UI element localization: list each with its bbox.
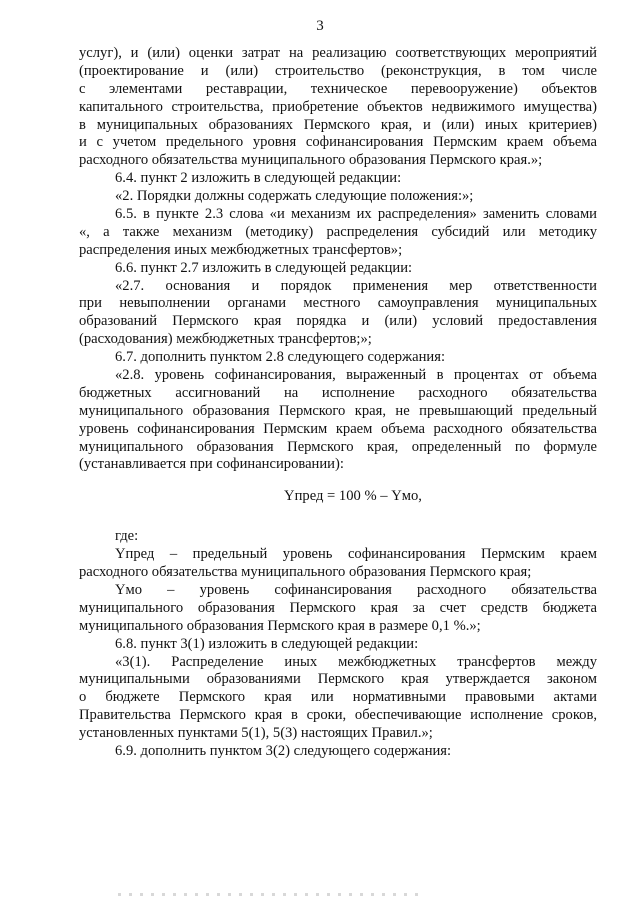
text-line: расходного обязательства муниципального образования Пермского края.»; — [79, 152, 543, 169]
text-line: 6.4. пункт 2 изложить в следующей редакции: — [115, 170, 402, 187]
text-line: «2.7. основания и порядок применения мер ответственности — [115, 277, 597, 294]
text-line: 6.6. пункт 2.7 изложить в следующей редакции: — [115, 259, 413, 276]
text-line: (расходования) межбюджетных трансфертов;»; — [79, 331, 372, 348]
text-line: муниципального образования Пермского края, определенный по формуле — [79, 438, 597, 455]
text-line: муниципальными образованиями Пермского края утверждается законом — [79, 671, 597, 688]
text-line: 6.7. дополнить пунктом 2.8 следующего содержания: — [115, 349, 446, 366]
text-line: «, а также механизм (методику) распределения субсидий или методику — [79, 223, 597, 240]
text-line: муниципального образования Пермского края за счет средств бюджета — [79, 599, 597, 616]
text-block-2 — [79, 528, 597, 761]
text-line: услуг), и (или) оценки затрат на реализацию соответствующих мероприятий — [79, 45, 597, 61]
text-line: бюджетных ассигнований на исполнение расходного обязательства — [79, 384, 597, 401]
text-block-1 — [79, 45, 597, 474]
text-line: где: — [115, 528, 139, 545]
text-line: 6.8. пункт 3(1) изложить в следующей редакции: — [115, 635, 419, 652]
text-line: распределения иных межбюджетных трансфертов»; — [79, 241, 403, 258]
text-line: муниципального образования Пермского края в размере 0,1 %.»; — [79, 617, 481, 634]
scan-artifact — [118, 893, 418, 896]
text-line: (устанавливается при софинансировании): — [79, 456, 344, 473]
text-line: в муниципальных образованиях Пермского края, и (или) иных критериев) — [79, 116, 597, 133]
text-line: 6.5. в пункте 2.3 слова «и механизм их распределения» заменить словами — [115, 206, 597, 223]
formula: Yпред = 100 % – Yмо, — [284, 488, 422, 505]
text-line: Yпред – предельный уровень софинансирования Пермским краем — [115, 546, 597, 563]
text-line: Правительства Пермского края в сроки, обеспечивающие исполнение сроков, — [79, 707, 597, 724]
text-line: капитального строительства, приобретение объектов недвижимого имущества) — [79, 98, 597, 115]
text-line: с элементами реставрации, техническое перевооружение) объектов — [79, 80, 597, 97]
text-line: 6.9. дополнить пунктом 3(2) следующего содержания: — [115, 742, 452, 759]
spacer — [79, 506, 597, 528]
text-line: (проектирование и (или) строительство (реконструкция, в том числе — [79, 62, 597, 79]
text-line: муниципального образования Пермского края, не превышающий предельный — [79, 402, 597, 419]
text-line: расходного обязательства муниципального образования Пермского края; — [79, 564, 532, 581]
spacer — [79, 474, 597, 488]
text-line: «2.8. уровень софинансирования, выраженный в процентах от объема — [115, 367, 597, 384]
text-line: и с учетом предельного уровня софинансирования Пермским краем объема — [79, 134, 597, 151]
document-body — [79, 45, 597, 761]
page-number: 3 — [316, 18, 324, 34]
text-line: «2. Порядки должны содержать следующие положения:»; — [115, 188, 474, 205]
text-line: «3(1). Распределение иных межбюджетных трансфертов между — [115, 653, 597, 670]
text-line: о бюджете Пермского края или нормативными правовыми актами — [79, 689, 597, 706]
text-line: установленных пунктами 5(1), 5(3) настоящих Правил.»; — [79, 725, 433, 742]
text-line: уровень софинансирования Пермским краем объема расходного обязательства — [79, 420, 597, 437]
text-line: при невыполнении органами местного самоуправления муниципальных — [79, 295, 597, 312]
text-line: образований Пермского края порядка и (или) условий предоставления — [79, 313, 597, 330]
text-line: Yмо – уровень софинансирования расходного обязательства — [115, 581, 597, 598]
